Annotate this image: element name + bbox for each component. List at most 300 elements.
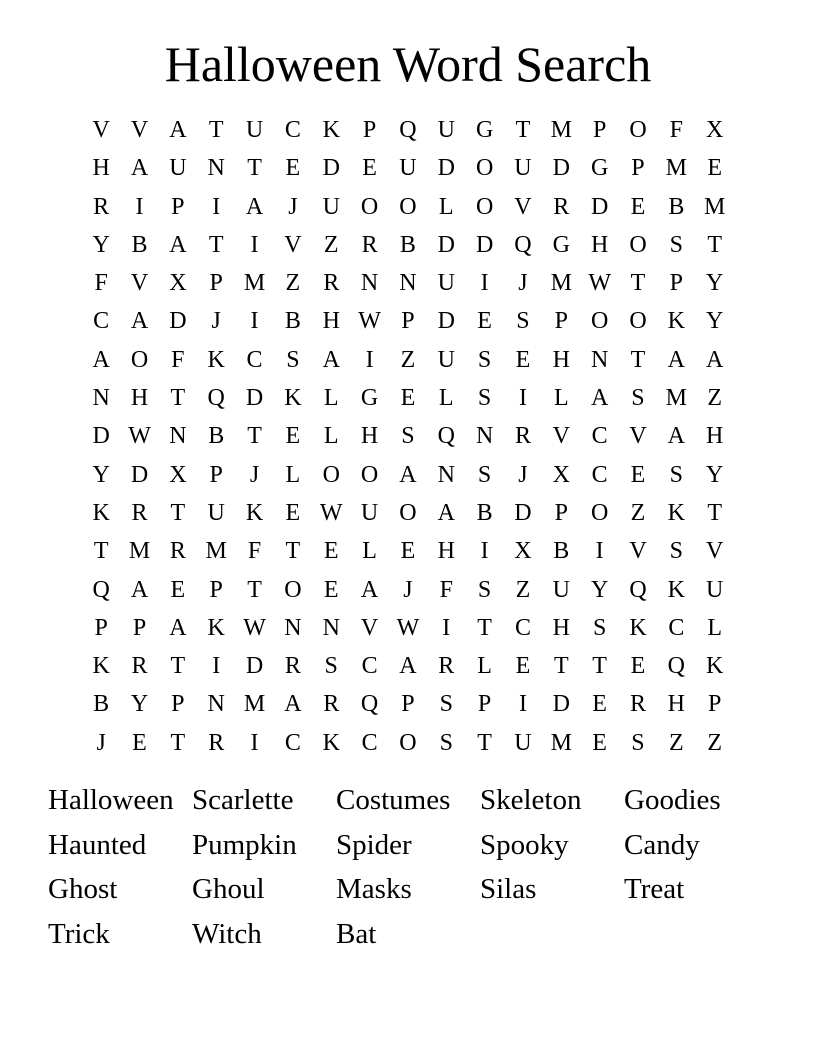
- grid-letter: A: [284, 691, 302, 718]
- grid-letter: D: [590, 193, 609, 220]
- grid-row: [82, 111, 734, 149]
- grid-letter: L: [707, 614, 722, 641]
- grid-letter: Z: [515, 576, 531, 603]
- grid-letter: E: [630, 193, 646, 220]
- grid-letter: I: [250, 231, 259, 258]
- grid-letter: K: [667, 576, 685, 603]
- grid-row: [82, 379, 734, 417]
- grid-letter: K: [92, 653, 110, 680]
- grid-letter: U: [207, 499, 225, 526]
- grid-letter: C: [514, 614, 531, 641]
- grid-letter: U: [360, 499, 379, 526]
- grid-letter: D: [552, 691, 570, 718]
- grid-letter: B: [93, 691, 110, 718]
- grid-letter: Z: [285, 270, 301, 297]
- grid-letter: S: [631, 385, 645, 412]
- grid-letter: P: [554, 499, 568, 526]
- grid-letter: X: [706, 117, 724, 143]
- grid-letter: D: [92, 423, 110, 450]
- grid-letter: H: [360, 423, 379, 450]
- grid-letter: R: [361, 231, 378, 258]
- grid-letter: A: [706, 346, 724, 373]
- word-list-item: Treat: [624, 873, 685, 906]
- grid-letter: V: [284, 231, 302, 258]
- grid-letter: O: [284, 576, 302, 603]
- grid-letter: A: [399, 461, 417, 488]
- grid-letter: I: [480, 538, 489, 565]
- grid-letter: A: [667, 346, 685, 373]
- grid-letter: F: [247, 538, 262, 565]
- word-list-row: [48, 867, 778, 912]
- grid-letter: I: [518, 385, 527, 412]
- grid-letter: H: [552, 346, 570, 373]
- grid-letter: C: [284, 117, 301, 143]
- grid-letter: W: [128, 423, 151, 450]
- grid-letter: U: [706, 576, 724, 603]
- grid-letter: G: [360, 385, 379, 412]
- grid-letter: Y: [706, 461, 724, 488]
- grid-letter: O: [399, 499, 417, 526]
- grid-letter: H: [590, 231, 609, 258]
- grid-letter: U: [245, 117, 264, 143]
- grid-letter: L: [323, 423, 339, 450]
- grid-letter: N: [322, 614, 340, 641]
- grid-letter: D: [475, 231, 494, 258]
- grid-letter: T: [630, 346, 646, 373]
- grid-letter: F: [171, 346, 185, 373]
- grid-letter: H: [706, 423, 724, 450]
- grid-letter: Z: [323, 231, 339, 258]
- grid-letter: E: [285, 499, 301, 526]
- grid-letter: V: [629, 423, 647, 450]
- grid-letter: L: [438, 193, 454, 220]
- grid-letter: R: [323, 270, 340, 297]
- grid-letter: N: [207, 691, 225, 718]
- grid-letter: S: [631, 729, 645, 756]
- grid-letter: R: [93, 193, 110, 220]
- grid-letter: M: [665, 385, 687, 412]
- grid-letter: V: [706, 538, 724, 565]
- grid-letter: W: [396, 614, 420, 641]
- word-list-item: Halloween: [48, 784, 174, 816]
- grid-letter: C: [284, 729, 301, 756]
- grid-letter: R: [208, 729, 225, 756]
- grid-letter: M: [550, 117, 572, 143]
- grid-letter: V: [514, 193, 532, 220]
- grid-letter: E: [592, 729, 607, 756]
- grid-letter: C: [668, 614, 685, 641]
- grid-letter: M: [243, 691, 266, 718]
- grid-letter: S: [324, 653, 338, 680]
- grid-letter: H: [92, 155, 110, 182]
- word-list-item: Costumes: [336, 784, 451, 816]
- grid-letter: A: [245, 193, 264, 220]
- grid-letter: N: [475, 423, 494, 450]
- grid-letter: Y: [706, 308, 724, 335]
- grid-letter: Z: [630, 499, 646, 526]
- page-title: Halloween Word Search: [164, 36, 652, 92]
- grid-letter: O: [322, 461, 340, 488]
- grid-letter: T: [707, 499, 722, 526]
- grid-letter: M: [128, 538, 151, 565]
- grid-letter: Q: [514, 231, 532, 258]
- grid-letter: P: [209, 461, 223, 488]
- grid-row: [82, 417, 734, 455]
- grid-letter: B: [208, 423, 225, 450]
- grid-letter: R: [284, 653, 301, 680]
- grid-row: [82, 149, 734, 187]
- grid-letter: F: [439, 576, 453, 603]
- grid-letter: D: [552, 155, 570, 182]
- grid-letter: U: [322, 193, 340, 220]
- grid-letter: S: [669, 538, 683, 565]
- word-list-row: [48, 912, 778, 957]
- grid-row: [82, 264, 734, 302]
- grid-letter: T: [477, 614, 492, 641]
- grid-letter: V: [360, 614, 379, 641]
- grid-letter: A: [130, 308, 149, 335]
- grid-letter: S: [286, 346, 300, 373]
- grid-letter: P: [669, 270, 683, 297]
- grid-letter: H: [437, 538, 455, 565]
- grid-letter: J: [403, 576, 413, 603]
- grid-letter: U: [514, 729, 532, 756]
- grid-letter: U: [399, 155, 417, 182]
- grid-letter: A: [667, 423, 685, 450]
- grid-letter: I: [135, 193, 144, 220]
- grid-letter: U: [552, 576, 570, 603]
- grid-letter: I: [480, 270, 489, 297]
- grid-letter: B: [399, 231, 416, 258]
- grid-letter: P: [132, 614, 147, 641]
- grid-letter: Q: [92, 576, 110, 603]
- grid-letter: H: [552, 614, 570, 641]
- grid-letter: V: [552, 423, 570, 450]
- grid-letter: Q: [207, 385, 225, 412]
- grid-letter: N: [207, 155, 225, 182]
- grid-letter: S: [669, 461, 683, 488]
- grid-letter: S: [439, 729, 453, 756]
- grid-row: [82, 341, 734, 379]
- grid-letter: K: [284, 385, 302, 412]
- grid-letter: B: [553, 538, 570, 565]
- grid-letter: N: [437, 461, 455, 488]
- grid-letter: A: [590, 385, 609, 412]
- grid-letter: I: [250, 308, 259, 335]
- grid-letter: D: [245, 385, 264, 412]
- grid-letter: T: [515, 117, 531, 143]
- grid-letter: J: [96, 729, 106, 756]
- grid-letter: B: [131, 231, 148, 258]
- grid-letter: S: [516, 308, 530, 335]
- grid-letter: W: [319, 499, 343, 526]
- grid-letter: D: [514, 499, 532, 526]
- word-list-item: Goodies: [624, 784, 721, 816]
- grid-letter: T: [477, 729, 492, 756]
- grid-letter: C: [361, 653, 378, 680]
- grid-letter: C: [591, 423, 608, 450]
- grid-letter: K: [92, 499, 110, 526]
- grid-letter: A: [169, 614, 187, 641]
- grid-letter: R: [514, 423, 531, 450]
- grid-letter: A: [360, 576, 379, 603]
- grid-letter: S: [669, 231, 683, 258]
- grid-letter: U: [437, 270, 455, 297]
- grid-letter: M: [243, 270, 266, 297]
- grid-letter: Q: [399, 117, 417, 143]
- grid-row: [82, 532, 734, 570]
- grid-letter: U: [437, 117, 455, 143]
- grid-letter: Z: [400, 346, 416, 373]
- word-list-item: Bat: [336, 918, 377, 951]
- grid-letter: U: [169, 155, 187, 182]
- grid-letter: Z: [668, 729, 684, 756]
- grid-letter: E: [477, 308, 492, 335]
- grid-letter: P: [707, 691, 722, 718]
- grid-letter: T: [247, 576, 262, 603]
- grid-letter: M: [550, 729, 572, 756]
- grid-letter: J: [211, 308, 221, 335]
- grid-letter: T: [170, 385, 186, 412]
- grid-letter: T: [553, 653, 569, 680]
- grid-row: [82, 724, 734, 762]
- grid-letter: O: [629, 117, 647, 143]
- grid-letter: L: [438, 385, 454, 412]
- grid-letter: W: [243, 614, 266, 641]
- grid-letter: A: [169, 231, 187, 258]
- grid-letter: I: [595, 538, 604, 565]
- grid-letter: O: [590, 308, 609, 335]
- grid-letter: R: [323, 691, 340, 718]
- word-list-item: Trick: [48, 918, 110, 951]
- grid-letter: K: [207, 346, 225, 373]
- grid-letter: I: [518, 691, 527, 718]
- grid-letter: E: [285, 423, 301, 450]
- grid-letter: X: [552, 461, 570, 488]
- grid-row: [82, 456, 734, 494]
- grid-letter: S: [592, 614, 607, 641]
- grid-letter: C: [246, 346, 263, 373]
- grid-letter: O: [130, 346, 149, 373]
- grid-letter: Y: [92, 461, 110, 488]
- grid-letter: T: [285, 538, 301, 565]
- grid-letter: O: [399, 729, 417, 756]
- grid-letter: O: [475, 193, 494, 220]
- grid-letter: J: [518, 270, 528, 297]
- grid-letter: T: [630, 270, 646, 297]
- grid-letter: O: [360, 461, 379, 488]
- grid-letter: Q: [629, 576, 647, 603]
- grid-letter: L: [477, 653, 492, 680]
- grid-letter: N: [360, 270, 379, 297]
- grid-letter: N: [92, 385, 110, 412]
- grid-letter: R: [131, 499, 148, 526]
- grid-letter: C: [361, 729, 378, 756]
- grid-letter: K: [245, 499, 264, 526]
- grid-letter: H: [322, 308, 340, 335]
- grid-letter: E: [285, 155, 301, 182]
- grid-letter: L: [553, 385, 569, 412]
- grid-letter: A: [437, 499, 455, 526]
- grid-letter: E: [400, 385, 416, 412]
- grid-letter: R: [629, 691, 646, 718]
- grid-letter: P: [592, 117, 607, 143]
- word-list-item: Pumpkin: [192, 828, 297, 861]
- grid-letter: N: [284, 614, 302, 641]
- grid-letter: M: [704, 193, 726, 220]
- grid-letter: E: [515, 346, 531, 373]
- grid-letter: C: [591, 461, 608, 488]
- grid-letter: E: [630, 653, 646, 680]
- grid-letter: A: [130, 155, 149, 182]
- grid-letter: K: [667, 499, 685, 526]
- grid-letter: V: [629, 538, 647, 565]
- grid-letter: W: [588, 270, 611, 297]
- grid-letter: A: [92, 346, 110, 373]
- grid-letter: F: [669, 117, 683, 143]
- grid-letter: S: [477, 346, 492, 373]
- grid-letter: E: [323, 576, 339, 603]
- grid-letter: Q: [437, 423, 455, 450]
- grid-letter: C: [93, 308, 110, 335]
- grid-row: [82, 226, 734, 264]
- grid-letter: K: [322, 117, 340, 143]
- grid-row: [82, 571, 734, 609]
- grid-letter: S: [477, 385, 492, 412]
- grid-letter: V: [130, 117, 149, 143]
- grid-letter: K: [322, 729, 340, 756]
- grid-letter: D: [169, 308, 187, 335]
- grid-letter: I: [212, 653, 221, 680]
- grid-letter: G: [475, 117, 494, 143]
- grid-letter: Y: [706, 270, 724, 297]
- grid-letter: U: [437, 346, 455, 373]
- grid-letter: Q: [667, 653, 685, 680]
- word-list-item: Witch: [192, 918, 262, 951]
- grid-letter: A: [169, 117, 187, 143]
- grid-row: [82, 188, 734, 226]
- grid-letter: T: [170, 729, 186, 756]
- grid-letter: V: [92, 117, 110, 143]
- grid-letter: M: [205, 538, 227, 565]
- word-list: [48, 778, 778, 957]
- grid-letter: J: [288, 193, 298, 220]
- word-list-item: Silas: [480, 873, 537, 906]
- grid-letter: O: [590, 499, 609, 526]
- word-list-item: Candy: [624, 828, 700, 861]
- grid-letter: R: [438, 653, 455, 680]
- grid-letter: J: [249, 461, 260, 488]
- grid-letter: U: [514, 155, 532, 182]
- grid-letter: T: [247, 155, 262, 182]
- grid-letter: Y: [92, 231, 110, 258]
- grid-letter: T: [707, 231, 722, 258]
- grid-letter: K: [667, 308, 685, 335]
- grid-letter: P: [171, 193, 185, 220]
- grid-letter: P: [401, 308, 415, 335]
- grid-letter: P: [171, 691, 185, 718]
- grid-row: [82, 609, 734, 647]
- grid-letter: B: [476, 499, 493, 526]
- grid-letter: X: [169, 270, 187, 297]
- grid-letter: Y: [590, 576, 609, 603]
- word-list-item: Spider: [336, 828, 412, 861]
- grid-letter: J: [518, 461, 528, 488]
- word-list-row: [48, 778, 778, 823]
- grid-letter: M: [665, 155, 687, 182]
- grid-letter: O: [360, 193, 379, 220]
- grid-letter: T: [592, 653, 607, 680]
- letter-grid: [82, 111, 734, 762]
- grid-letter: N: [590, 346, 609, 373]
- grid-letter: H: [130, 385, 149, 412]
- grid-letter: D: [437, 231, 455, 258]
- grid-letter: K: [706, 653, 724, 680]
- grid-letter: T: [247, 423, 262, 450]
- grid-letter: D: [245, 653, 264, 680]
- grid-letter: Q: [360, 691, 379, 718]
- grid-letter: P: [209, 576, 223, 603]
- grid-letter: A: [399, 653, 417, 680]
- grid-letter: D: [130, 461, 149, 488]
- word-list-row: [48, 823, 778, 868]
- grid-letter: O: [629, 308, 647, 335]
- grid-row: [82, 302, 734, 340]
- grid-letter: E: [132, 729, 147, 756]
- grid-letter: E: [592, 691, 607, 718]
- word-list-item: Scarlette: [192, 784, 294, 816]
- grid-letter: N: [169, 423, 187, 450]
- grid-letter: R: [169, 538, 186, 565]
- grid-letter: E: [170, 576, 186, 603]
- grid-letter: I: [212, 193, 221, 220]
- grid-letter: A: [130, 576, 149, 603]
- grid-letter: Z: [707, 385, 722, 412]
- word-list-item: Masks: [336, 873, 412, 906]
- word-list-item: Ghost: [48, 873, 118, 906]
- grid-letter: K: [207, 614, 225, 641]
- grid-letter: R: [553, 193, 570, 220]
- word-list-item: Skeleton: [480, 784, 582, 816]
- grid-letter: L: [285, 461, 301, 488]
- grid-letter: E: [707, 155, 722, 182]
- grid-letter: S: [477, 461, 492, 488]
- grid-letter: L: [323, 385, 339, 412]
- word-list-item: Ghoul: [192, 873, 265, 906]
- word-list-item: Haunted: [48, 828, 147, 861]
- grid-letter: D: [437, 155, 455, 182]
- grid-letter: S: [477, 576, 492, 603]
- grid-letter: S: [439, 691, 453, 718]
- grid-letter: G: [590, 155, 609, 182]
- grid-letter: E: [400, 538, 416, 565]
- grid-letter: S: [401, 423, 415, 450]
- grid-letter: R: [131, 653, 148, 680]
- grid-letter: T: [170, 499, 186, 526]
- grid-letter: V: [130, 270, 149, 297]
- grid-letter: B: [668, 193, 685, 220]
- grid-letter: P: [401, 691, 415, 718]
- grid-letter: O: [399, 193, 417, 220]
- grid-row: [82, 647, 734, 685]
- grid-letter: T: [93, 538, 109, 565]
- grid-letter: O: [629, 231, 647, 258]
- grid-letter: Y: [130, 691, 149, 718]
- grid-letter: G: [552, 231, 570, 258]
- grid-letter: F: [94, 270, 108, 297]
- grid-letter: X: [514, 538, 532, 565]
- grid-letter: D: [437, 308, 455, 335]
